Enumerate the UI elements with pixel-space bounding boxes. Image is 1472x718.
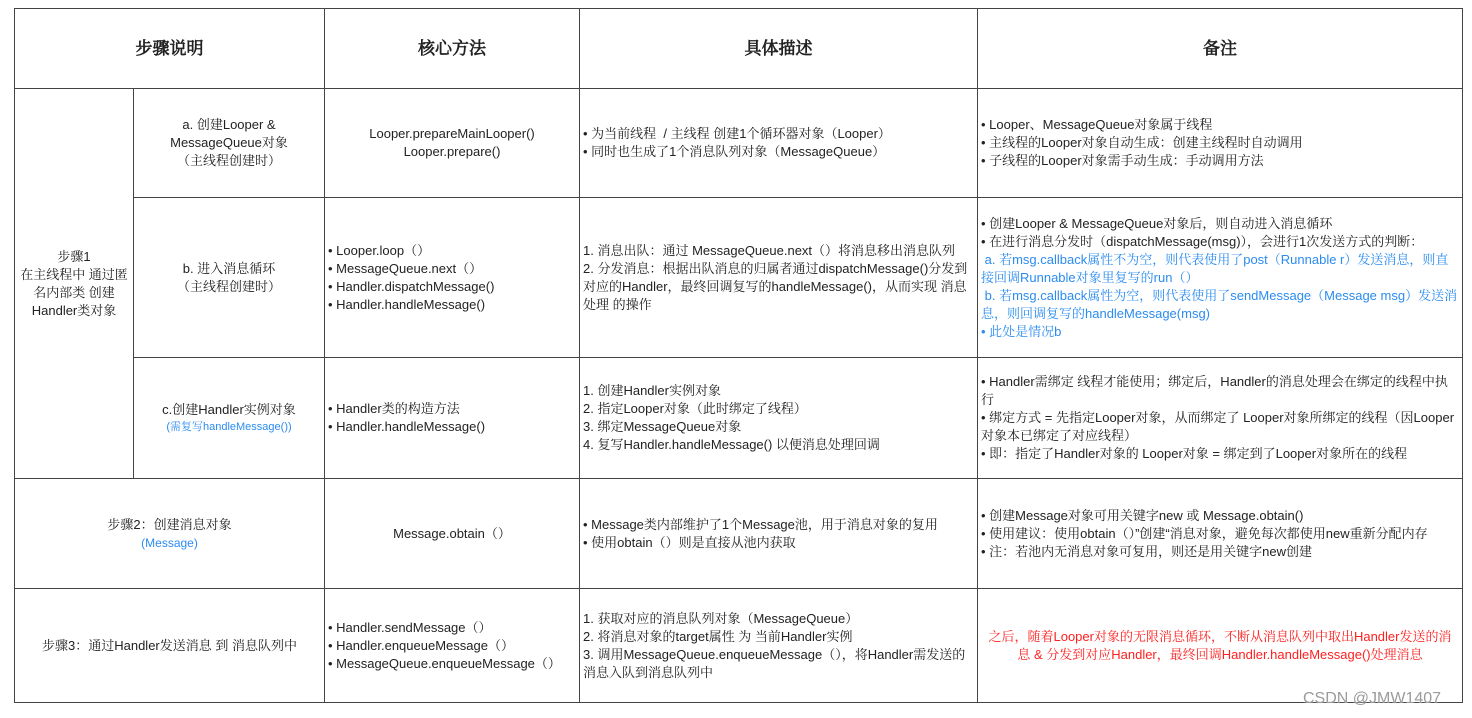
row-c-remark-item: • 绑定方式 = 先指定Looper对象，从而绑定了 Looper对象所绑定的线程（因Looper对象本已绑定了对应线程）: [981, 410, 1455, 443]
row-c-description-item: 3. 绑定MessageQueue对象: [583, 419, 742, 434]
row-b-method: • Looper.loop（）: [328, 242, 431, 258]
row-a-remark-item: • 主线程的Looper对象自动生成：创建主线程时自动调用: [981, 135, 1303, 150]
step2-remark-item: • 使用建议：使用obtain（）”创建“消息对象，避免每次都使用new重新分配内存: [981, 525, 1428, 541]
row-b-remark-item: • 创建Looper & MessageQueue对象后，则自动进入消息循环: [981, 215, 1333, 231]
row-a-label-line: a. 创建Looper &: [182, 117, 276, 132]
row-b-method: • Handler.handleMessage(): [328, 296, 486, 312]
step2-description-cell: [580, 479, 978, 589]
row-b-description-cell: [580, 198, 978, 358]
row-c-label-note: (需复写handleMessage()): [166, 421, 292, 433]
step3-remark-highlight: 之后，随着Looper对象的无限消息循环，不断从消息队列中取出Handler发送的消息 & 分发到对应Handler，最终回调Handler.handleMessage()处理消息: [988, 628, 1452, 662]
step3-remark-cell: [978, 589, 1463, 703]
step3-method: • Handler.sendMessage（）: [328, 619, 492, 635]
row-b-label-line: b. 进入消息循环: [182, 260, 276, 276]
row-b-label-cell: [134, 198, 325, 358]
step3-description-cell: [580, 589, 978, 703]
step3-description-item: 2. 将消息对象的target属性 为 当前Handler实例: [583, 628, 853, 644]
header-cell-step: [15, 9, 325, 89]
step2-label-note: (Message): [141, 535, 198, 550]
header-cell-remark: [978, 9, 1463, 89]
step2-description-item: • Message类内部维护了1个Message池，用于消息对象的复用: [583, 516, 938, 532]
row-a-method: Looper.prepareMainLooper(): [369, 126, 535, 141]
step3-description-item: 3. 调用MessageQueue.enqueueMessage（），将Handler需发送的消息入队到消息队列中: [583, 646, 966, 680]
row-b-remark-cell: [978, 198, 1463, 358]
row-a-description-item: • 为当前线程 / 主线程 创建1个循环器对象（Looper）: [583, 126, 891, 141]
row-a-label-line: （主线程创建时）: [176, 153, 281, 168]
row-b-remark-highlight: b. 若msg.callback属性为空，则代表使用了sendMessage（Message msg）发送消息，则回调复写的handleMessage(msg): [981, 287, 1458, 321]
row-a-method-cell: [325, 89, 580, 198]
row-a-label-cell: [134, 89, 325, 198]
row-b-remark-item: • 在进行消息分发时（dispatchMessage(msg)），会进行1次发送方式的判断：: [981, 233, 1424, 249]
row-b-remark-highlight: • 此处是情况b: [981, 323, 1062, 339]
step3-label-cell: [15, 589, 325, 703]
row-a-description-cell: [580, 89, 978, 198]
row-b-description-item: 2. 分发消息：根据出队消息的归属者通过dispatchMessage()分发到对应的Handler，最终回调复写的handleMessage()，从而实现 消息处理 的操作: [583, 260, 968, 312]
row-c-remark-item: • 即：指定了Handler对象的 Looper对象 = 绑定到了Looper对象所在的线程: [981, 446, 1408, 461]
row-c-label: c.创建Handler实例对象: [162, 402, 296, 417]
header-description-label: 具体描述: [744, 38, 813, 58]
row-a-label-line: MessageQueue对象: [170, 135, 288, 150]
row-c-method: • Handler类的构造方法: [328, 401, 460, 416]
step2-label-cell: [15, 479, 325, 589]
row-c-description-cell: [580, 358, 978, 479]
handler-steps-table: [14, 8, 1463, 703]
row-b-method: • MessageQueue.next（）: [328, 260, 483, 276]
row-b-method: • Handler.dispatchMessage(): [328, 278, 495, 294]
step2-method: Message.obtain（）: [393, 525, 511, 541]
row-b-remark-highlight: a. 若msg.callback属性不为空，则代表使用了post（Runnable r）发送消息，则直接回调Runnable对象里复写的run（）: [981, 251, 1449, 285]
row-c-description-item: 4. 复写Handler.handleMessage() 以便消息处理回调: [583, 437, 880, 452]
row-c-remark-item: • Handler需绑定 线程才能使用；绑定后，Handler的消息处理会在绑定的线程中执行: [981, 374, 1448, 407]
header-cell-method: [325, 9, 580, 89]
row-b-label-line: （主线程创建时）: [176, 278, 281, 294]
step1-label-line: 在主线程中 通过匿: [20, 266, 128, 282]
step3-label: 步骤3：通过Handler发送消息 到 消息队列中: [42, 637, 297, 653]
row-b-description-item: 1. 消息出队：通过 MessageQueue.next（）将消息移出消息队列: [583, 242, 956, 258]
row-c-description-item: 2. 指定Looper对象（此时绑定了线程）: [583, 401, 807, 416]
csdn-watermark: CSDN @JMW1407: [1303, 690, 1442, 707]
row-a-method: Looper.prepare(): [403, 144, 501, 159]
row-c-description-item: 1. 创建Handler实例对象: [583, 383, 721, 398]
step2-remark-item: • 注：若池内无消息对象可复用，则还是用关键字new创建: [981, 543, 1313, 559]
row-a-description-item: • 同时也生成了1个消息队列对象（MessageQueue）: [583, 144, 886, 159]
step2-remark-item: • 创建Message对象可用关键字new 或 Message.obtain(): [981, 507, 1304, 523]
step2-remark-cell: [978, 479, 1463, 589]
step1-label-line: 名内部类 创建: [33, 284, 115, 300]
step2-description-item: • 使用obtain（）则是直接从池内获取: [583, 534, 796, 550]
row-a-remark-item: • 子线程的Looper对象需手动生成：手动调用方法: [981, 153, 1264, 168]
header-cell-description: [580, 9, 978, 89]
step3-description-item: 1. 获取对应的消息队列对象（MessageQueue）: [583, 610, 859, 626]
step1-label-line: 步骤1: [57, 248, 91, 264]
step3-method-cell: [325, 589, 580, 703]
row-c-remark-cell: [978, 358, 1463, 479]
step1-label-cell: [15, 89, 134, 479]
row-a-remark-cell: [978, 89, 1463, 198]
step2-label: 步骤2：创建消息对象: [107, 516, 232, 532]
step3-method: • Handler.enqueueMessage（）: [328, 637, 514, 653]
row-b-method-cell: [325, 198, 580, 358]
row-c-method-cell: [325, 358, 580, 479]
row-c-method: • Handler.handleMessage(): [328, 419, 486, 434]
step2-method-cell: [325, 479, 580, 589]
header-remark-label: 备注: [1203, 38, 1237, 58]
header-method-label: 核心方法: [418, 38, 486, 58]
step1-label-line: Handler类对象: [31, 302, 117, 318]
row-c-label-cell: [134, 358, 325, 479]
row-a-remark-item: • Looper、MessageQueue对象属于线程: [981, 117, 1213, 132]
header-step-label: 步骤说明: [135, 38, 204, 58]
step3-method: • MessageQueue.enqueueMessage（）: [328, 655, 561, 671]
